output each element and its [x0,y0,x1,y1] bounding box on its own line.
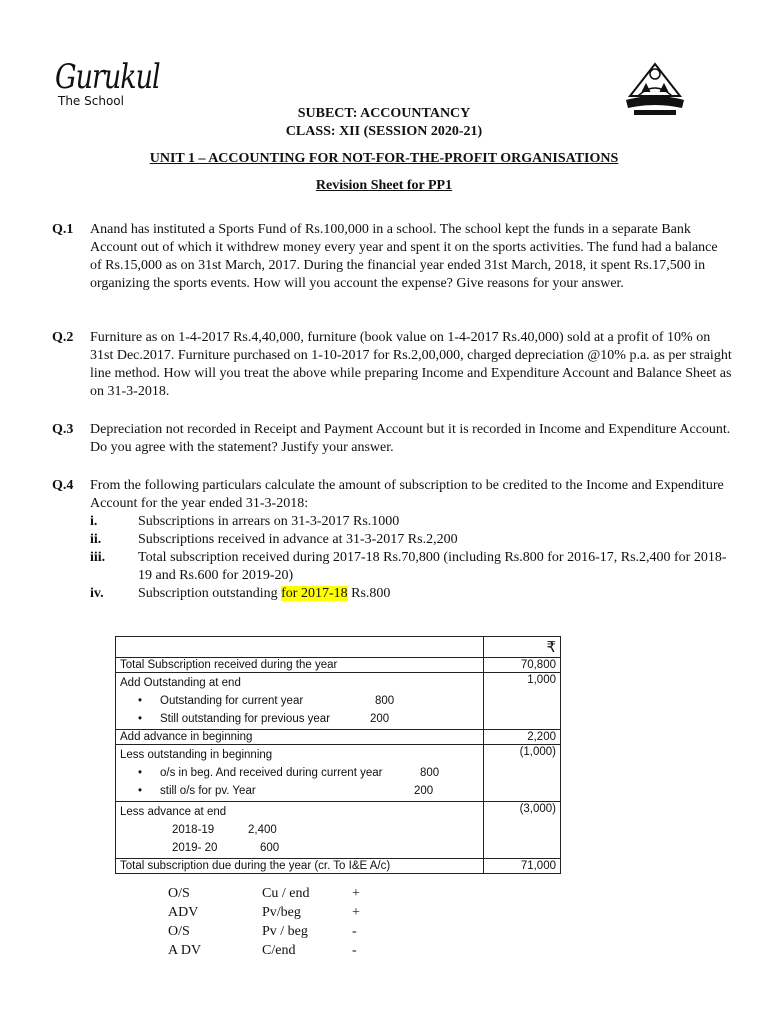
table-row: Less advance at end 2018-19 2,400 2019- 20 600 (3,000) [116,802,561,859]
question-text: From the following particulars calculate the amount of subscription to be credited to the Income and Expenditure Account for the year ended 31-3-2018: [90,478,724,511]
question-text: Furniture as on 1-4-2017 Rs.4,40,000, furniture (book value on 1-4-2017 Rs.40,000) sold at a profit of 10% on 31st Dec.2017. Furniture purchased on 1-10-2017 for Rs.2,00,000, charged depreciation @10% p.a. as per straight line method. How will you treat the above while preparing Income and Expenditure Account and Balance Sheet as on 31-3-2018. [90,330,732,399]
row-label: Less outstanding in beginning [120,749,273,761]
highlighted-text: for 2017-18 [281,586,348,601]
question-2 [52,329,732,401]
question-number: Q.2 [52,330,74,345]
logo-subtitle: The School [58,94,124,108]
sheet-title: Revision Sheet for PP1 [315,178,453,193]
subject-title: SUBECT: ACCOUNTANCY [297,106,471,121]
list-item: iv. Subscription outstanding for 2017-18 Rs.800 [90,586,391,601]
table-row [116,730,561,745]
list-item: ii. Subscriptions received in advance at 31-3-2017 Rs.2,200 [90,532,458,547]
unit-title: UNIT 1 – ACCOUNTING FOR NOT-FOR-THE-PROFIT ORGANISATIONS [149,151,619,166]
table-row [116,859,561,874]
row-amount: 1,000 [484,673,561,730]
row-amount: (3,000) [484,802,561,859]
question-1 [52,221,732,293]
list-item: i. Subscriptions in arrears on 31-3-2017 Rs.1000 [90,514,400,529]
currency-symbol: ₹ [484,637,561,658]
table-row: ADV Pv/beg + [168,905,360,920]
question-text: Depreciation not recorded in Receipt and Payment Account but it is recorded in Income and Expenditure Account. Do you agree with the statement? Justify your answer. [90,422,731,455]
row-label: Total subscription due during the year (cr. To I&E A/c) [116,859,484,874]
question-4 [52,477,732,603]
row-amount: (1,000) [484,745,561,802]
logo-text: Gurukul [55,58,160,97]
class-title: CLASS: XII (SESSION 2020-21) [285,124,483,139]
row-label: Less advance at end [120,806,227,818]
table-row: Add Outstanding at end • Outstanding for current year 800 • Still outstanding for previous year 200 1,000 [116,673,561,730]
row-label: Total Subscription received during the year [116,658,484,673]
row-amount: 70,800 [484,658,561,673]
question-number: Q.4 [52,478,74,493]
row-label: Add Outstanding at end [120,677,241,689]
subscription-table [115,636,561,874]
table-row: O/S Pv / beg - [168,924,357,939]
row-amount: 71,000 [484,859,561,874]
table-row: A DV C/end - [168,943,357,958]
question-number: Q.1 [52,222,74,237]
row-label: Add advance in beginning [116,730,484,745]
table-row: Less outstanding in beginning • o/s in beg. And received during current year 800 • still o/s for pv. Year 200 (1,000) [116,745,561,802]
question-number: Q.3 [52,422,74,437]
question-3 [52,421,732,457]
table-row [116,637,561,658]
table-row: O/S Cu / end + [168,886,360,901]
question-text: Anand has instituted a Sports Fund of Rs.100,000 in a school. The school kept the funds in a separate Bank Account out of which it withdrew money every year and spent it on the sports activities. The fund had a balance of Rs.15,000 as on 31st March, 2017. During the financial year ended 31st March, 2018, it spent Rs.17,500 in organizing the sports events. How will you account the expense? Give reasons for your answer. [90,222,718,291]
row-amount: 2,200 [484,730,561,745]
list-item: iii. Total subscription received during 2017-18 Rs.70,800 (including Rs.800 for 2016-17, Rs.2,400 for 2018-19 and Rs.600 for 2019-20) [90,550,727,583]
rules-table [166,883,362,961]
particulars-list [90,513,732,603]
table-row [116,658,561,673]
